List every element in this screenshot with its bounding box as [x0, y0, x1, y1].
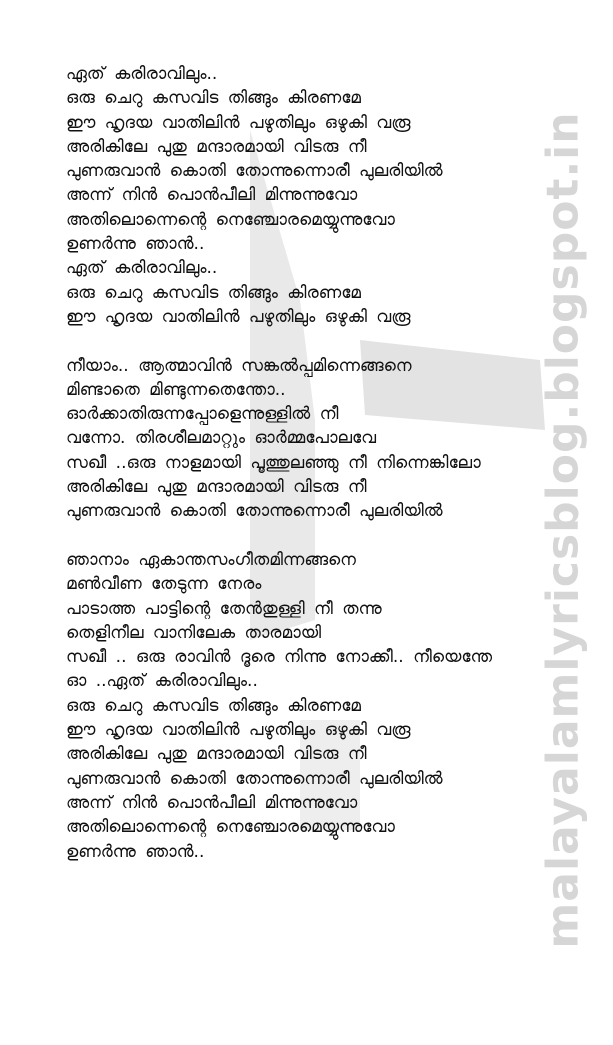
lyric-line: നീയാം.. ആത്മാവിൻ സങ്കൽപ്പമിന്നെങ്ങനെ: [66, 355, 412, 376]
lyrics-stanza: [66, 62, 556, 329]
watermark-text: malayalamlyricsblog.blogspot.in: [537, 111, 589, 949]
lyric-line: ഞാനാം ഏകാന്തസംഗീതമിന്നങ്ങനെ: [66, 549, 356, 570]
lyric-line: ഒരു ചെറു കസവിട തിങ്ങും കിരണമേ: [66, 88, 361, 109]
lyric-line: വന്നോ. തിരശീലമാറ്റും ഓർമ്മപോലവേ: [66, 428, 376, 449]
lyric-line: ഉണർന്നു ഞാൻ..: [66, 841, 205, 862]
lyric-line: അരികിലേ പുതു മന്ദാരമായി വിടരു നീ: [66, 744, 367, 765]
lyrics-stanza: [66, 548, 556, 864]
lyric-line: പാടാത്ത പാട്ടിന്റെ തേൻതുള്ളി നീ തന്നു: [66, 598, 382, 619]
lyric-line: ഈ ഹൃദയ വാതിലിൻ പഴുതിലും ഒഴുകി വരൂ: [66, 720, 411, 741]
lyric-line: ഈ ഹൃദയ വാതിലിൻ പഴുതിലും ഒഴുകി വരൂ: [66, 306, 411, 327]
lyric-line: അന്ന് നിൻ പൊൻപീലി മിന്നുന്നുവോ: [66, 792, 358, 813]
lyric-line: പുണരുവാൻ കൊതി തോന്നുന്നൊരീ പുലരിയിൽ: [66, 768, 443, 789]
lyric-line: ഓർക്കാതിരുന്നപ്പോളെന്നുള്ളിൽ നീ: [66, 404, 339, 425]
lyrics-body: [66, 62, 556, 864]
lyrics-stanza: [66, 354, 556, 524]
lyric-line: പുണരുവാൻ കൊതി തോന്നുന്നൊരീ പുലരിയിൽ: [66, 161, 443, 182]
lyric-line: ഒരു ചെറു കസവിട തിങ്ങും കിരണമേ: [66, 695, 361, 716]
lyric-line: അരികിലേ പുതു മന്ദാരമായി വിടരു നീ: [66, 477, 367, 498]
lyric-line: ഈ ഹൃദയ വാതിലിൻ പഴുതിലും ഒഴുകി വരൂ: [66, 112, 411, 133]
lyric-line: മിണ്ടാതെ മിണ്ടുന്നതെന്തോ..: [66, 379, 286, 400]
lyric-line: പുണരുവാൻ കൊതി തോന്നുന്നൊരീ പുലരിയിൽ: [66, 501, 443, 522]
stanza-gap: [66, 524, 556, 548]
lyric-line: ഏത് കരിരാവിലും..: [66, 64, 218, 84]
lyric-line: തെളിനീല വാനിലേക താരമായി: [66, 622, 322, 643]
lyric-line: അരികിലേ പുതു മന്ദാരമായി വിടരു നീ: [66, 136, 367, 157]
lyric-line: അതിലൊന്നെന്റെ നെഞ്ചോരമെയ്യുന്നുവോ: [66, 209, 395, 230]
lyric-line: മൺവീണ തേടുന്ന നേരം: [66, 574, 262, 595]
stanza-gap: [66, 329, 556, 353]
lyric-line: ഓ ..ഏത് കരിരാവിലും..: [66, 671, 258, 692]
lyric-line: ഏത് കരിരാവിലും..: [66, 258, 218, 279]
lyric-line: അന്ന് നിൻ പൊൻപീലി മിന്നുന്നുവോ: [66, 185, 358, 206]
lyric-line: സഖീ ..ഒരു നാളമായി പൂത്തുലഞ്ഞു നീ നിന്നെങ്കിലോ: [66, 452, 481, 473]
lyric-line: അതിലൊന്നെന്റെ നെഞ്ചോരമെയ്യുന്നുവോ: [66, 817, 395, 838]
lyric-line: ഒരു ചെറു കസവിട തിങ്ങും കിരണമേ: [66, 282, 361, 303]
lyric-line: ഉണർന്നു ഞാൻ..: [66, 234, 205, 255]
lyric-line: സഖീ .. ഒരു രാവിൻ ദൂരെ നിന്നു നോക്കീ.. നീയെന്തേ: [66, 647, 492, 668]
